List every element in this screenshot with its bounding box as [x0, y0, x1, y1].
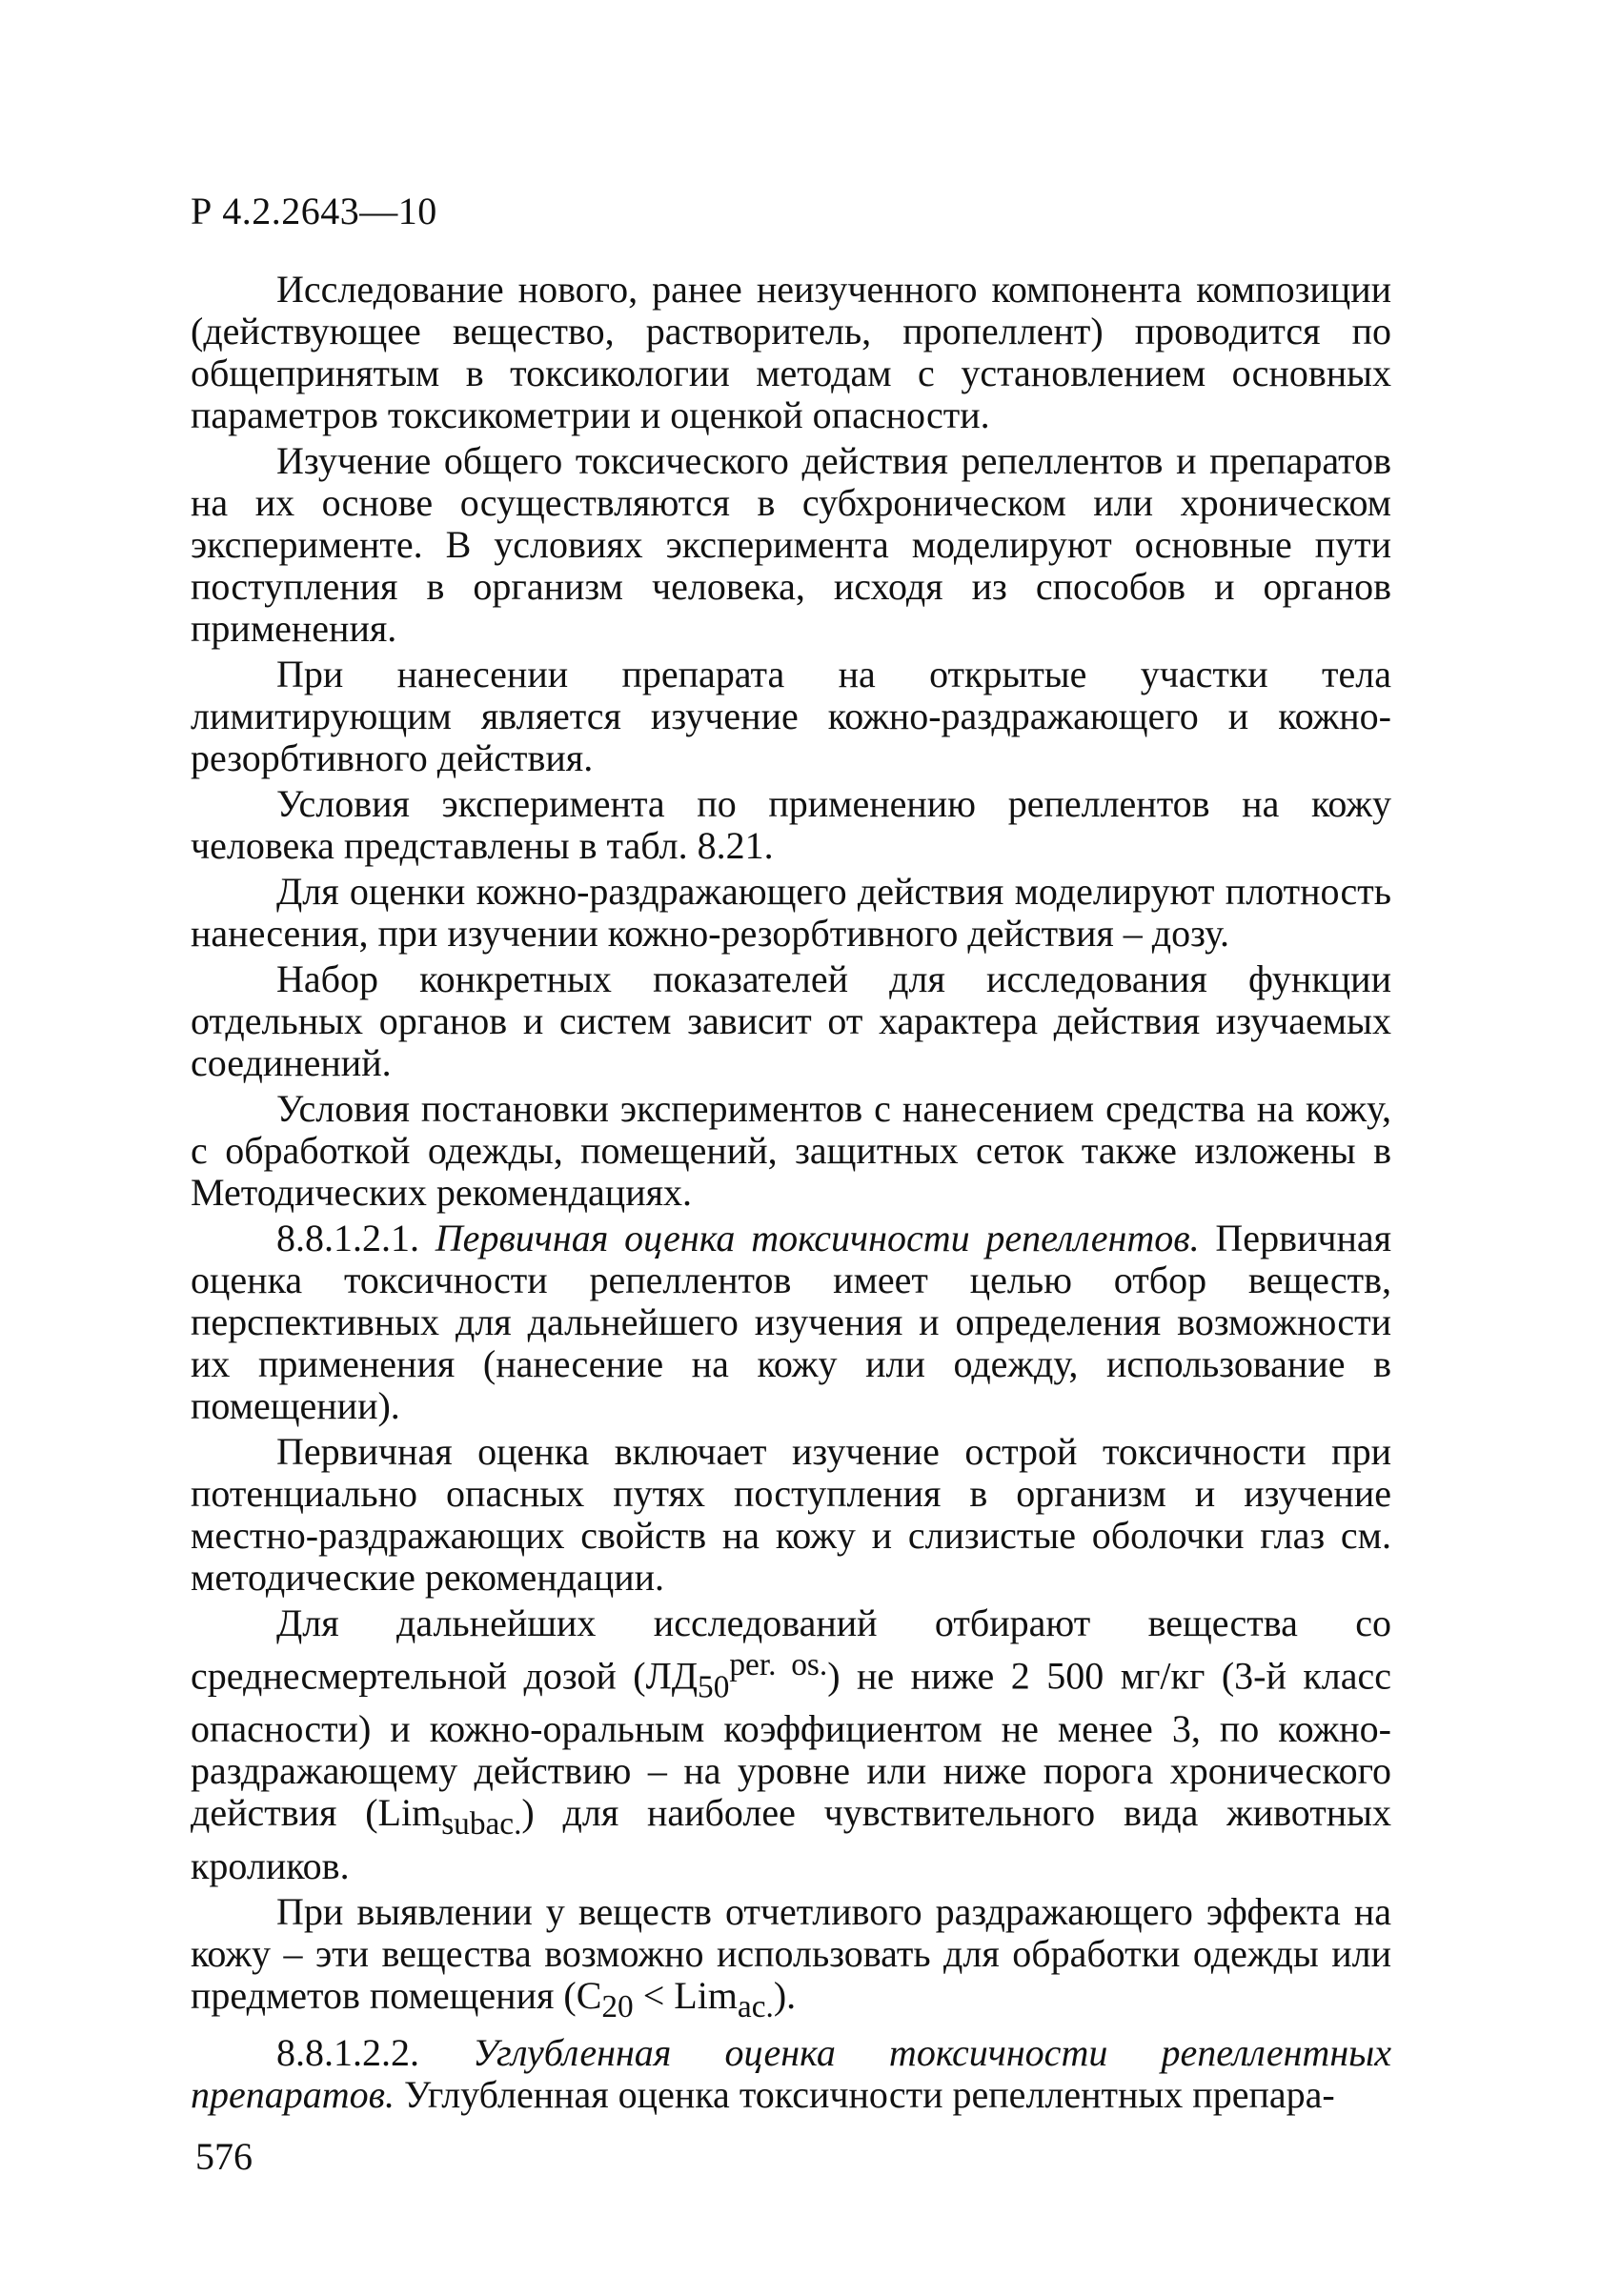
- section-title: Углубленная оценка токсичности репеллентных препаратов.: [191, 2031, 1392, 2117]
- paragraph-8-section: [191, 1218, 1391, 1427]
- section-number: 8.8.1.2.1.: [276, 1217, 419, 1259]
- section-title: Первичная оценка токсичности репеллентов.: [435, 1217, 1200, 1259]
- p10-sup-route: per. os.: [729, 1647, 828, 1682]
- paragraph-1: Исследование нового, ранее неизученного компонента композиции (действующее вещество, растворитель, пропеллент) проводится по общепринятым в токсикологии методам с установлением основных параметров токсикометрии и оценкой опасности.: [191, 268, 1391, 436]
- section-text: Первичная оценка токсичности репеллентов имеет целью отбор веществ, перспективных для дальнейшего изучения и определения возможности их применения (нанесение на кожу или одежду, использование в помещении).: [191, 1217, 1392, 1427]
- section-number: 8.8.1.2.2.: [276, 2031, 419, 2075]
- p11-text-b: < Lim: [633, 1974, 738, 2018]
- p10-text-c: ) для наиболее чувствительного вида животных кроликов.: [191, 1791, 1392, 1888]
- body-text: [191, 269, 1391, 2120]
- p11-sub-c20: 20: [601, 1989, 634, 2025]
- paragraph-11: [191, 1891, 1391, 2028]
- p10-sub-subac: subac.: [441, 1806, 522, 1843]
- paragraph-5: Для оценки кожно-раздражающего действия моделируют плотность нанесения, при изучении кожно-резорбтивного действия – дозу.: [191, 870, 1391, 955]
- p10-text-a: Для дальнейших исследований отбирают вещества со среднесмертельной дозой (ЛД: [191, 1601, 1391, 1698]
- paragraph-9: Первичная оценка включает изучение острой токсичности при потенциально опасных путях поступления в организм и изучение местно-раздражающих свойств на кожу и слизистые оболочки глаз см. методические рекомендации.: [191, 1430, 1391, 1599]
- paragraph-12-section: [191, 2032, 1391, 2116]
- p11-text-c: ).: [773, 1974, 797, 2018]
- p11-sub-ac: ac.: [737, 1989, 774, 2025]
- p10-sub-ld50: 50: [698, 1669, 730, 1705]
- paragraph-7: Условия постановки экспериментов с нанесением средства на кожу, с обработкой одежды, помещений, защитных сеток также изложены в Методических рекомендациях.: [191, 1087, 1391, 1214]
- p11-text-a: При выявлении у веществ отчетливого раздражающего эффекта на кожу – эти вещества возможно использовать для обработки одежды или предметов помещения (C: [191, 1890, 1391, 2018]
- paragraph-2: Изучение общего токсического действия репеллентов и препаратов на их основе осуществляются в субхроническом или хроническом эксперименте. В условиях эксперимента моделируют основные пути поступления в организм человека, исходя из способов и органов применения.: [191, 439, 1391, 650]
- page-number: 576: [195, 2135, 253, 2178]
- section-text: Углубленная оценка токсичности репеллентных препара-: [404, 2073, 1335, 2117]
- paragraph-6: Набор конкретных показателей для исследования функции отдельных органов и систем зависит от характера действия изучаемых соединений.: [191, 957, 1391, 1084]
- paragraph-10: [191, 1602, 1391, 1887]
- paragraph-4: Условия эксперимента по применению репеллентов на кожу человека представлены в табл. 8.21.: [191, 782, 1391, 867]
- paragraph-3: При нанесении препарата на открытые участки тела лимитирующим является изучение кожно-раздражающего и кожно-резорбтивного действия.: [191, 653, 1391, 779]
- document-id-header: Р 4.2.2643—10: [191, 190, 437, 232]
- p10-text-b: ) не ниже 2 500 мг/кг (3-й класс опасности) и кожно-оральным коэффициентом не менее 3, по кожно-раздражающему действию – на уровне или ниже порога хронического действия (Lim: [191, 1654, 1391, 1835]
